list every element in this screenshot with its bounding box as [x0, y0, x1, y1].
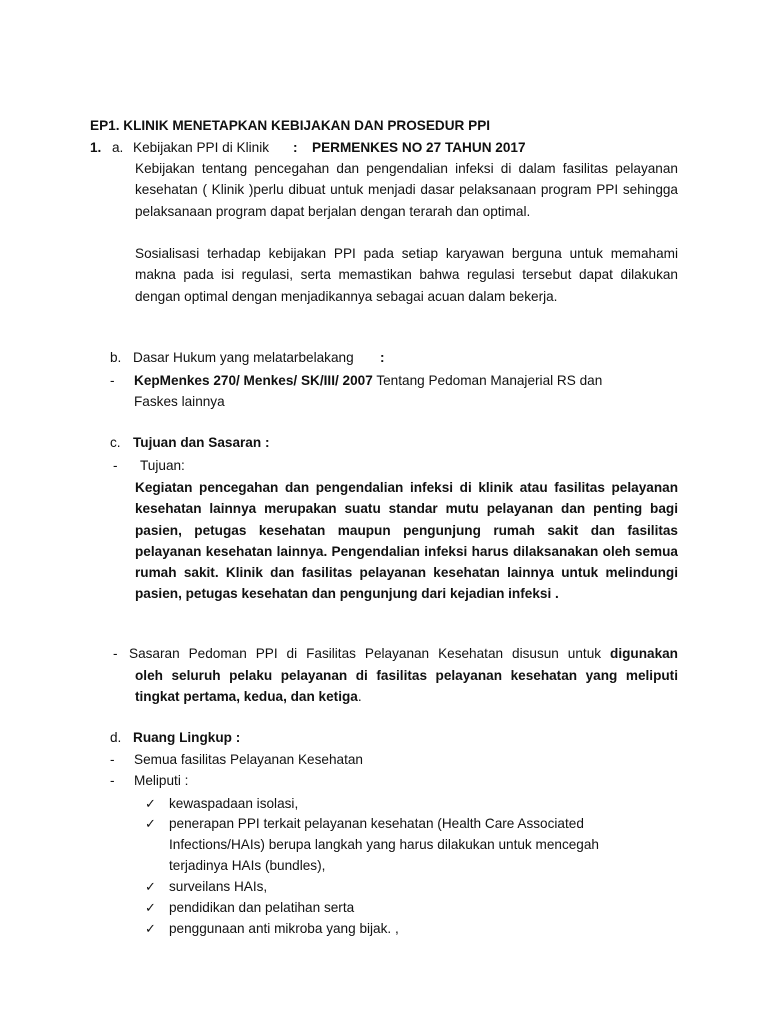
list-dash: -: [110, 773, 115, 788]
check-icon: ✓: [145, 796, 156, 811]
legal-basis-cont: Faskes lainnya: [134, 394, 225, 409]
label-colon: :: [293, 140, 298, 155]
section-label: Dasar Hukum yang melatarbelakang: [133, 350, 354, 365]
tujuan-paragraph: Kegiatan pencegahan dan pengendalian infeksi di klinik atau fasilitas pelayanan kesehatan lainnya merupakan suatu standar mutu pelayanan dan penting bagi pasien, petugas kesehatan maupun pengunjung rumah sakit dan fasilitas pelayanan kesehatan lainnya. Pengendalian infeksi harus dilaksanakan oleh semua rumah sakit. Klinik dan fasilitas pelayanan kesehatan lainnya untuk melindungi pasien, petugas kesehatan dan pengunjung dari kejadian infeksi .: [135, 480, 678, 602]
list-dash: -: [110, 373, 115, 388]
section-number: 1.: [90, 140, 102, 155]
check-icon: ✓: [145, 879, 156, 894]
section-label: Kebijakan PPI di Klinik: [133, 140, 270, 155]
regulation-reference: PERMENKES NO 27 TAHUN 2017: [312, 140, 526, 155]
sasaran-bold-text: oleh seluruh pelaku pelayanan di fasilitas pelayanan kesehatan yang meliputi tingkat pertama, kedua, dan ketiga: [135, 668, 678, 705]
socialization-paragraph: Sosialisasi terhadap kebijakan PPI pada setiap karyawan berguna untuk memahami makna pada isi regulasi, serta memastikan bahwa regulasi tersebut dapat dilakukan dengan optimal dengan menjadikannya sebagai acuan dalam bekerja.: [135, 246, 678, 304]
check-item: penggunaan anti mikroba yang bijak. ,: [169, 921, 399, 936]
list-dash: -: [113, 646, 118, 661]
check-item-cont: Infections/HAIs) berupa langkah yang harus dilakukan untuk mencegah: [169, 837, 599, 852]
sasaran-line: [129, 645, 678, 663]
legal-basis: [134, 372, 602, 390]
scope-item: Meliputi :: [134, 773, 189, 788]
page-title: EP1. KLINIK MENETAPKAN KEBIJAKAN DAN PROSEDUR PPI: [90, 118, 491, 133]
check-item: kewaspadaan isolasi,: [169, 796, 299, 811]
policy-paragraph: Kebijakan tentang pencegahan dan pengendalian infeksi di dalam fasilitas pelayanan kesehatan ( Klinik )perlu dibuat untuk menjadi dasar pelaksanaan program PPI sehingga pelaksanaan program dapat berjalan dengan terarah dan optimal.: [135, 161, 678, 219]
item-letter: c.: [110, 435, 121, 450]
sasaran-cont: [135, 665, 678, 708]
scope-item: Semua fasilitas Pelayanan Kesehatan: [134, 752, 363, 767]
label-colon: :: [380, 350, 385, 365]
section-label: Ruang Lingkup :: [133, 730, 241, 745]
sasaran-end: .: [357, 689, 362, 705]
list-dash: -: [113, 458, 118, 473]
sasaran-text: Sasaran Pedoman PPI di Fasilitas Pelayanan Kesehatan disusun untuk: [129, 646, 602, 661]
section-label: Tujuan dan Sasaran :: [133, 435, 270, 450]
check-item: pendidikan dan pelatihan serta: [169, 900, 355, 915]
check-item: penerapan PPI terkait pelayanan kesehatan (Health Care Associated: [169, 816, 584, 831]
item-letter: d.: [110, 730, 122, 745]
check-icon: ✓: [145, 921, 156, 936]
check-icon: ✓: [145, 900, 156, 915]
check-item-cont: terjadinya HAIs (bundles),: [169, 858, 326, 873]
list-dash: -: [110, 752, 115, 767]
item-letter: b.: [110, 350, 122, 365]
legal-basis-title: Tentang Pedoman Manajerial RS dan: [376, 373, 603, 388]
legal-basis-ref: KepMenkes 270/ Menkes/ SK/III/ 2007: [134, 373, 373, 388]
sasaran-bold-start: digunakan: [610, 646, 678, 661]
check-item: surveilans HAIs,: [169, 879, 268, 894]
tujuan-label: Tujuan:: [140, 458, 185, 473]
check-icon: ✓: [145, 816, 156, 831]
item-letter: a.: [112, 140, 124, 155]
